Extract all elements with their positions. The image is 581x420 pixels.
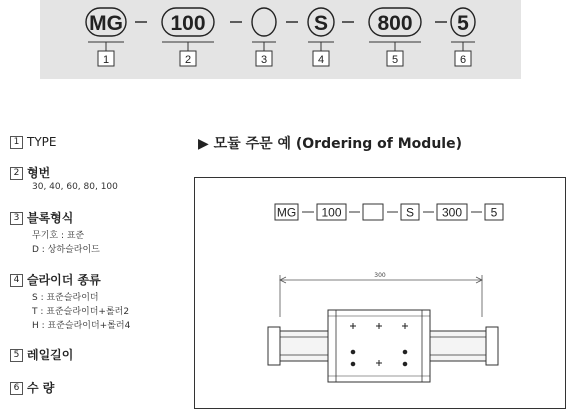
example-code-value-1: MG — [276, 205, 297, 220]
legend-item-model-no — [10, 164, 50, 181]
legend-item-quantity — [10, 379, 54, 396]
legend-number-4: 4 — [10, 274, 23, 287]
legend-item-rail-length — [10, 346, 73, 363]
rail-end-cap-left — [268, 327, 280, 365]
code-part-6-value: 5 — [457, 12, 469, 35]
code-part-5-value: 800 — [377, 12, 413, 35]
legend-block-option-standard: 무기호 : 표준 — [32, 231, 85, 241]
code-part-1-value: MG — [89, 12, 123, 35]
example-code-box-3 — [363, 204, 383, 220]
rail-end-cap-right — [486, 327, 498, 365]
example-drawing — [194, 177, 566, 409]
index-label-3: 3 — [260, 54, 268, 66]
example-code-value-5: 300 — [441, 205, 463, 220]
slider-block — [328, 310, 430, 382]
legend-title-block-type: 블록형식 — [27, 211, 74, 225]
legend-title-type: TYPE — [27, 135, 57, 149]
legend-item-slider-kind — [10, 271, 101, 288]
legend-number-1: 1 — [10, 136, 23, 149]
order-code-diagram — [40, 0, 521, 79]
example-code-value-2: 100 — [321, 205, 342, 220]
legend-slider-option-t: T : 표준슬라이더+롤러2 — [32, 307, 130, 317]
index-label-5: 5 — [391, 54, 399, 66]
legend-item-type — [10, 135, 56, 149]
legend-item-block-type — [10, 209, 73, 226]
legend-number-5: 5 — [10, 349, 23, 362]
index-label-4: 4 — [317, 54, 325, 66]
dimension-label: 300 — [374, 272, 386, 279]
legend-block-option-d: D : 상하슬라이드 — [32, 245, 100, 255]
legend-number-2: 2 — [10, 167, 23, 180]
legend-slider-option-s: S : 표준슬라이더 — [32, 293, 99, 303]
code-part-4-value: S — [313, 12, 329, 35]
code-part-2-value: 100 — [170, 12, 206, 35]
example-code-value-6: 5 — [490, 205, 498, 220]
legend-number-6: 6 — [10, 382, 23, 395]
index-label-2: 2 — [184, 54, 192, 66]
legend-title-model-no: 형번 — [27, 166, 51, 180]
index-label-1: 1 — [102, 54, 110, 66]
index-label-6: 6 — [459, 54, 467, 66]
legend-title-rail-length: 레일길이 — [27, 348, 74, 362]
code-part-3-oval — [252, 8, 276, 36]
legend-title-slider-kind: 슬라이더 종류 — [27, 273, 101, 287]
legend-title-quantity: 수 량 — [27, 381, 55, 395]
legend-slider-option-h: H : 표준슬라이더+롤러4 — [32, 321, 131, 331]
legend-model-sizes: 30, 40, 60, 80, 100 — [32, 182, 118, 192]
legend-number-3: 3 — [10, 212, 23, 225]
example-code-value-4: S — [405, 205, 415, 220]
example-title: ▶ 모듈 주문 예 (Ordering of Module) — [198, 136, 462, 152]
